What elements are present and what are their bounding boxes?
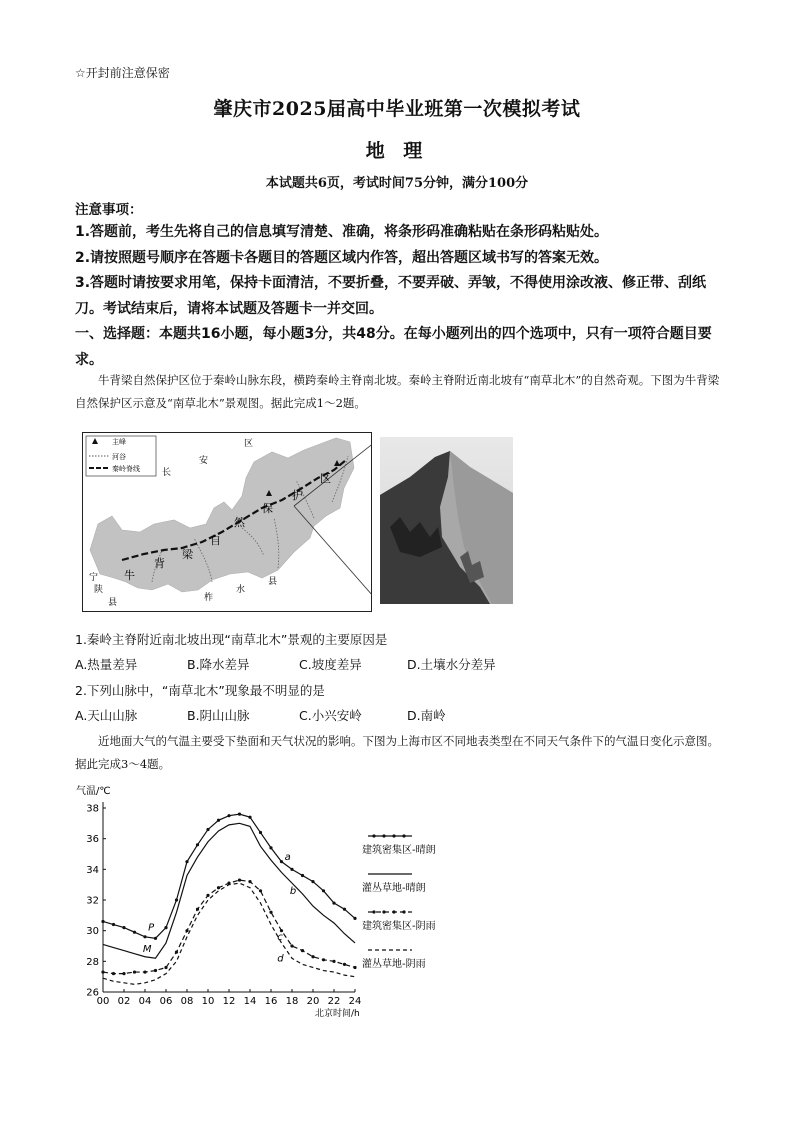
data-point	[322, 958, 325, 961]
data-point	[290, 868, 293, 871]
data-point	[248, 816, 251, 819]
legend-marker	[372, 910, 375, 913]
data-point	[238, 813, 241, 816]
confidential-note: ☆开封前注意保密	[75, 66, 170, 80]
x-tick-label: 20	[306, 996, 320, 1007]
map-label: 长	[162, 468, 172, 478]
map-label: 县	[268, 577, 278, 587]
x-tick-label: 18	[285, 996, 299, 1007]
data-point	[133, 970, 136, 973]
curve-label: a	[284, 852, 291, 864]
option[interactable]: C.坡度差异	[299, 657, 362, 672]
map-label: 自	[210, 534, 221, 547]
data-point	[154, 937, 157, 940]
y-axis-label: 气温/℃	[76, 786, 111, 797]
curve-label: P	[148, 922, 155, 934]
data-point	[196, 908, 199, 911]
data-point	[290, 944, 293, 947]
data-point	[259, 889, 262, 892]
data-point	[311, 880, 314, 883]
subject-title: 地 理	[365, 140, 429, 162]
data-point	[217, 819, 220, 822]
y-tick-label: 38	[86, 803, 99, 815]
x-tick-label: 22	[327, 996, 341, 1007]
x-tick-label: 16	[264, 996, 278, 1007]
question-1-options	[75, 655, 675, 673]
option[interactable]: B.降水差异	[187, 657, 250, 672]
series-line	[103, 823, 355, 958]
map-label: 梁	[182, 548, 193, 561]
option[interactable]: D.土壤水分差异	[407, 657, 496, 672]
legend-peak: 主峰	[112, 438, 126, 446]
x-tick-label: 06	[159, 996, 173, 1007]
map-label: 护	[292, 489, 303, 502]
note-item: 1.答题前，考生先将自己的信息填写清楚、准确，将条形码准确粘贴在条形码粘贴处。	[75, 224, 609, 240]
data-point	[332, 901, 335, 904]
x-tick-label: 02	[117, 996, 131, 1007]
data-point	[259, 831, 262, 834]
reserve-map	[82, 432, 372, 612]
curve-label: c	[277, 931, 283, 943]
data-point	[101, 970, 104, 973]
map-label: 保	[262, 502, 273, 515]
y-tick-label: 32	[86, 895, 99, 907]
data-point	[206, 828, 209, 831]
data-point	[164, 966, 167, 969]
data-point	[133, 931, 136, 934]
notes-list	[75, 220, 725, 322]
landscape-photo	[380, 437, 513, 604]
data-point	[143, 970, 146, 973]
legend-valley: 河谷	[112, 453, 126, 461]
temperature-chart	[70, 778, 490, 1023]
data-point	[353, 966, 356, 969]
data-point	[353, 917, 356, 920]
passage-2: 近地面大气的气温主要受下垫面和天气状况的影响。下图为上海市区不同地表类型在不同天气条件下的气温日变化示意图。据此完成3～4题。	[75, 734, 719, 771]
option[interactable]: B.阴山山脉	[187, 708, 250, 723]
data-point	[269, 846, 272, 849]
data-point	[164, 926, 167, 929]
map-label: 区	[244, 439, 254, 449]
map-label: 然	[234, 516, 245, 529]
x-tick-label: 00	[96, 996, 110, 1007]
option[interactable]: D.南岭	[407, 708, 446, 723]
legend-ridge: 秦岭脊线	[112, 465, 140, 473]
data-point	[112, 923, 115, 926]
data-point	[343, 908, 346, 911]
exam-info: 本试题共6页，考试时间75分钟，满分100分	[265, 176, 529, 191]
data-point	[175, 898, 178, 901]
series-line	[103, 883, 355, 984]
data-point	[322, 889, 325, 892]
data-point	[248, 880, 251, 883]
series-line	[103, 814, 355, 938]
option[interactable]: A.天山山脉	[75, 708, 138, 723]
y-tick-label: 28	[86, 956, 99, 968]
data-point	[154, 969, 157, 972]
question-1-stem: 1.秦岭主脊附近南北坡出现“南草北木”景观的主要原因是	[75, 632, 388, 647]
y-tick-label: 36	[86, 834, 99, 846]
option[interactable]: C.小兴安岭	[299, 708, 362, 723]
map-label: 安	[199, 456, 209, 466]
data-point	[122, 972, 125, 975]
x-axis-label: 北京时间/h	[315, 1009, 360, 1019]
map-label: 水	[236, 585, 246, 595]
legend-marker	[382, 834, 385, 837]
data-point	[343, 963, 346, 966]
legend-marker	[402, 834, 405, 837]
x-tick-label: 14	[243, 996, 257, 1007]
data-point	[196, 843, 199, 846]
data-point	[122, 926, 125, 929]
data-point	[217, 886, 220, 889]
x-tick-label: 24	[348, 996, 362, 1007]
curve-label: b	[289, 885, 297, 897]
curve-label: M	[142, 944, 152, 956]
data-point	[101, 920, 104, 923]
data-point	[185, 860, 188, 863]
note-item: 2.请按照题号顺序在答题卡各题目的答题区域内作答，超出答题区域书写的答案无效。	[75, 249, 609, 266]
passage-1: 牛背梁自然保护区位于秦岭山脉东段，横跨秦岭主脊南北坡。秦岭主脊附近南北坡有“南草北木”的自然奇观。下图为牛背梁自然保护区示意及“南草北木”景观图。据此完成1～2题。	[75, 373, 720, 410]
data-point	[227, 814, 230, 817]
series-line	[103, 880, 355, 974]
map-label: 陕	[94, 585, 104, 595]
notes-heading: 注意事项：	[75, 202, 143, 218]
legend-label: 灌丛草地-晴朗	[362, 883, 426, 894]
section-heading: 一、选择题：本题共16小题，每小题3分，共48分。在每小题列出的四个选项中，只有一项符合题目要求。	[75, 326, 712, 368]
legend-label: 建筑密集区-阴雨	[362, 921, 436, 932]
legend-label: 灌丛草地-阴雨	[362, 959, 426, 970]
question-2-stem: 2.下列山脉中，“南草北木”现象最不明显的是	[75, 683, 325, 698]
data-point	[185, 929, 188, 932]
x-tick-label: 08	[180, 996, 194, 1007]
curve-label: d	[277, 953, 284, 965]
legend-label: 建筑密集区-晴朗	[362, 845, 436, 856]
data-point	[332, 960, 335, 963]
map-label: 柞	[204, 593, 214, 603]
legend-marker	[392, 910, 395, 913]
map-label: 宁	[89, 573, 99, 583]
legend-marker	[402, 910, 405, 913]
map-label: 区	[320, 472, 331, 485]
legend-marker	[382, 910, 385, 913]
data-point	[238, 878, 241, 881]
data-point	[269, 911, 272, 914]
legend-marker	[392, 834, 395, 837]
y-tick-label: 30	[86, 926, 99, 938]
x-tick-label: 12	[222, 996, 236, 1007]
data-point	[175, 951, 178, 954]
legend-marker	[372, 834, 375, 837]
exam-title: 肇庆市2025届高中毕业班第一次模拟考试	[213, 98, 581, 120]
map-label: 县	[108, 598, 118, 608]
y-tick-label: 34	[86, 864, 99, 876]
data-point	[280, 860, 283, 863]
map-label: 牛	[124, 569, 135, 582]
data-point	[301, 874, 304, 877]
data-point	[311, 955, 314, 958]
data-point	[206, 894, 209, 897]
note-item: 3.答题时请按要求用笔，保持卡面清洁，不要折叠，不要弄破、弄皱，不得使用涂改液、修正带、刮纸刀。考试结束后，请将本试题及答题卡一并交回。	[75, 275, 707, 317]
map-label: 背	[154, 557, 165, 570]
x-tick-label: 10	[201, 996, 215, 1007]
option[interactable]: A.热量差异	[75, 657, 138, 672]
data-point	[301, 949, 304, 952]
x-tick-label: 04	[138, 996, 152, 1007]
question-2-options	[75, 706, 675, 724]
data-point	[143, 935, 146, 938]
y-tick-label: 26	[86, 987, 99, 999]
data-point	[112, 972, 115, 975]
